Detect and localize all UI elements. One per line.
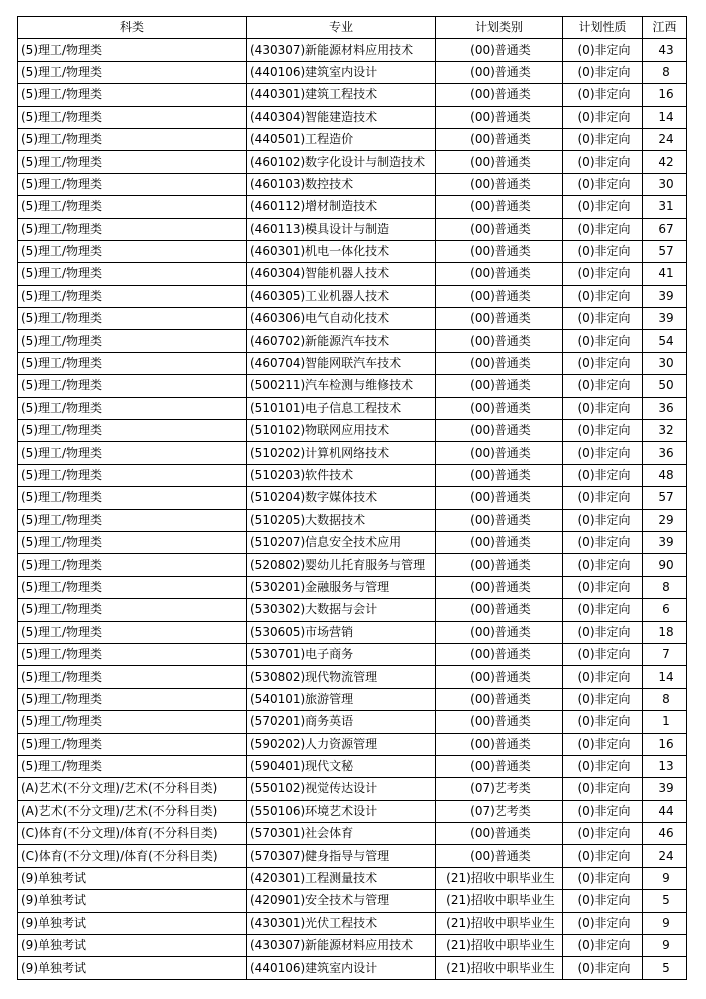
cell-jiangxi: 8 — [643, 576, 687, 598]
cell-jiangxi: 39 — [643, 778, 687, 800]
cell-plan-type: (00)普通类 — [436, 263, 563, 285]
header-major: 专业 — [247, 17, 436, 39]
cell-jiangxi: 9 — [643, 867, 687, 889]
cell-category: (5)理工/物理类 — [18, 173, 247, 195]
cell-category: (5)理工/物理类 — [18, 308, 247, 330]
cell-plan-type: (00)普通类 — [436, 599, 563, 621]
cell-jiangxi: 67 — [643, 218, 687, 240]
cell-jiangxi: 24 — [643, 845, 687, 867]
cell-plan-nature: (0)非定向 — [563, 420, 643, 442]
cell-plan-type: (00)普通类 — [436, 128, 563, 150]
cell-plan-nature: (0)非定向 — [563, 487, 643, 509]
cell-plan-type: (00)普通类 — [436, 531, 563, 553]
cell-plan-nature: (0)非定向 — [563, 823, 643, 845]
table-row — [18, 823, 687, 845]
cell-jiangxi: 5 — [643, 890, 687, 912]
cell-plan-nature: (0)非定向 — [563, 397, 643, 419]
cell-plan-nature: (0)非定向 — [563, 599, 643, 621]
cell-plan-type: (21)招收中职毕业生 — [436, 867, 563, 889]
cell-plan-nature: (0)非定向 — [563, 442, 643, 464]
cell-major: (510101)电子信息工程技术 — [247, 397, 436, 419]
cell-plan-nature: (0)非定向 — [563, 375, 643, 397]
cell-plan-type: (00)普通类 — [436, 352, 563, 374]
cell-plan-type: (21)招收中职毕业生 — [436, 957, 563, 979]
cell-major: (510204)数字媒体技术 — [247, 487, 436, 509]
table-row — [18, 576, 687, 598]
cell-plan-type: (00)普通类 — [436, 733, 563, 755]
cell-major: (460103)数控技术 — [247, 173, 436, 195]
cell-plan-type: (00)普通类 — [436, 576, 563, 598]
cell-plan-nature: (0)非定向 — [563, 778, 643, 800]
cell-major: (530201)金融服务与管理 — [247, 576, 436, 598]
table-row — [18, 688, 687, 710]
cell-plan-nature: (0)非定向 — [563, 935, 643, 957]
cell-jiangxi: 8 — [643, 61, 687, 83]
cell-category: (5)理工/物理类 — [18, 711, 247, 733]
cell-jiangxi: 16 — [643, 84, 687, 106]
cell-plan-type: (00)普通类 — [436, 666, 563, 688]
table-row — [18, 711, 687, 733]
cell-category: (5)理工/物理类 — [18, 397, 247, 419]
table-row — [18, 509, 687, 531]
cell-category: (5)理工/物理类 — [18, 688, 247, 710]
cell-major: (550102)视觉传达设计 — [247, 778, 436, 800]
cell-plan-nature: (0)非定向 — [563, 733, 643, 755]
cell-jiangxi: 48 — [643, 464, 687, 486]
cell-plan-nature: (0)非定向 — [563, 263, 643, 285]
table-row — [18, 442, 687, 464]
cell-jiangxi: 36 — [643, 442, 687, 464]
cell-major: (590401)现代文秘 — [247, 755, 436, 777]
table-row — [18, 800, 687, 822]
table-row — [18, 890, 687, 912]
cell-plan-nature: (0)非定向 — [563, 800, 643, 822]
cell-major: (420301)工程测量技术 — [247, 867, 436, 889]
cell-plan-nature: (0)非定向 — [563, 151, 643, 173]
cell-category: (C)体育(不分文理)/体育(不分科目类) — [18, 845, 247, 867]
cell-major: (520802)婴幼儿托育服务与管理 — [247, 554, 436, 576]
cell-jiangxi: 30 — [643, 173, 687, 195]
cell-jiangxi: 18 — [643, 621, 687, 643]
cell-category: (5)理工/物理类 — [18, 375, 247, 397]
cell-major: (440501)工程造价 — [247, 128, 436, 150]
cell-category: (5)理工/物理类 — [18, 599, 247, 621]
cell-major: (460704)智能网联汽车技术 — [247, 352, 436, 374]
cell-jiangxi: 9 — [643, 912, 687, 934]
table-row — [18, 464, 687, 486]
cell-plan-nature: (0)非定向 — [563, 308, 643, 330]
table-row — [18, 151, 687, 173]
table-row — [18, 375, 687, 397]
table-row — [18, 643, 687, 665]
cell-major: (570301)社会体育 — [247, 823, 436, 845]
cell-plan-nature: (0)非定向 — [563, 531, 643, 553]
cell-major: (540101)旅游管理 — [247, 688, 436, 710]
cell-plan-type: (00)普通类 — [436, 420, 563, 442]
cell-major: (590202)人力资源管理 — [247, 733, 436, 755]
cell-plan-type: (00)普通类 — [436, 39, 563, 61]
cell-jiangxi: 24 — [643, 128, 687, 150]
cell-plan-type: (07)艺考类 — [436, 800, 563, 822]
cell-major: (440106)建筑室内设计 — [247, 61, 436, 83]
cell-plan-type: (00)普通类 — [436, 308, 563, 330]
cell-major: (510102)物联网应用技术 — [247, 420, 436, 442]
cell-category: (5)理工/物理类 — [18, 531, 247, 553]
cell-plan-nature: (0)非定向 — [563, 576, 643, 598]
cell-category: (5)理工/物理类 — [18, 240, 247, 262]
cell-jiangxi: 41 — [643, 263, 687, 285]
cell-category: (5)理工/物理类 — [18, 487, 247, 509]
cell-plan-nature: (0)非定向 — [563, 867, 643, 889]
cell-plan-type: (00)普通类 — [436, 285, 563, 307]
cell-jiangxi: 39 — [643, 308, 687, 330]
cell-plan-type: (00)普通类 — [436, 509, 563, 531]
cell-plan-nature: (0)非定向 — [563, 84, 643, 106]
cell-plan-type: (00)普通类 — [436, 173, 563, 195]
table-row — [18, 285, 687, 307]
cell-jiangxi: 32 — [643, 420, 687, 442]
table-row — [18, 621, 687, 643]
cell-major: (460305)工业机器人技术 — [247, 285, 436, 307]
cell-plan-nature: (0)非定向 — [563, 128, 643, 150]
table-row — [18, 957, 687, 979]
cell-category: (5)理工/物理类 — [18, 554, 247, 576]
cell-category: (5)理工/物理类 — [18, 285, 247, 307]
cell-plan-type: (21)招收中职毕业生 — [436, 912, 563, 934]
cell-category: (A)艺术(不分文理)/艺术(不分科目类) — [18, 800, 247, 822]
cell-category: (9)单独考试 — [18, 957, 247, 979]
cell-jiangxi: 43 — [643, 39, 687, 61]
cell-plan-type: (00)普通类 — [436, 643, 563, 665]
cell-category: (5)理工/物理类 — [18, 196, 247, 218]
cell-major: (460306)电气自动化技术 — [247, 308, 436, 330]
table-row — [18, 84, 687, 106]
cell-category: (5)理工/物理类 — [18, 128, 247, 150]
cell-jiangxi: 46 — [643, 823, 687, 845]
cell-plan-type: (00)普通类 — [436, 151, 563, 173]
cell-jiangxi: 30 — [643, 352, 687, 374]
cell-category: (5)理工/物理类 — [18, 576, 247, 598]
cell-plan-nature: (0)非定向 — [563, 196, 643, 218]
table-row — [18, 106, 687, 128]
cell-category: (5)理工/物理类 — [18, 643, 247, 665]
cell-plan-nature: (0)非定向 — [563, 240, 643, 262]
cell-plan-nature: (0)非定向 — [563, 285, 643, 307]
cell-plan-type: (00)普通类 — [436, 711, 563, 733]
cell-plan-nature: (0)非定向 — [563, 688, 643, 710]
cell-major: (460301)机电一体化技术 — [247, 240, 436, 262]
header-plan-nature: 计划性质 — [563, 17, 643, 39]
cell-plan-type: (00)普通类 — [436, 464, 563, 486]
cell-jiangxi: 14 — [643, 666, 687, 688]
cell-category: (5)理工/物理类 — [18, 464, 247, 486]
cell-major: (510202)计算机网络技术 — [247, 442, 436, 464]
table-header-row — [18, 17, 687, 39]
cell-category: (5)理工/物理类 — [18, 755, 247, 777]
cell-plan-type: (00)普通类 — [436, 845, 563, 867]
table-row — [18, 240, 687, 262]
cell-jiangxi: 54 — [643, 330, 687, 352]
table-row — [18, 755, 687, 777]
cell-category: (5)理工/物理类 — [18, 442, 247, 464]
table-row — [18, 666, 687, 688]
cell-jiangxi: 8 — [643, 688, 687, 710]
cell-category: (C)体育(不分文理)/体育(不分科目类) — [18, 823, 247, 845]
cell-jiangxi: 29 — [643, 509, 687, 531]
cell-major: (550106)环境艺术设计 — [247, 800, 436, 822]
cell-plan-type: (00)普通类 — [436, 397, 563, 419]
cell-plan-nature: (0)非定向 — [563, 845, 643, 867]
table-row — [18, 61, 687, 83]
cell-major: (460102)数字化设计与制造技术 — [247, 151, 436, 173]
cell-major: (430307)新能源材料应用技术 — [247, 39, 436, 61]
table-row — [18, 352, 687, 374]
cell-category: (9)单独考试 — [18, 935, 247, 957]
header-jiangxi: 江西 — [643, 17, 687, 39]
cell-plan-type: (21)招收中职毕业生 — [436, 890, 563, 912]
table-row — [18, 196, 687, 218]
cell-category: (9)单独考试 — [18, 867, 247, 889]
cell-plan-nature: (0)非定向 — [563, 912, 643, 934]
cell-category: (5)理工/物理类 — [18, 509, 247, 531]
cell-jiangxi: 42 — [643, 151, 687, 173]
cell-plan-nature: (0)非定向 — [563, 39, 643, 61]
cell-plan-type: (21)招收中职毕业生 — [436, 935, 563, 957]
cell-jiangxi: 50 — [643, 375, 687, 397]
cell-jiangxi: 13 — [643, 755, 687, 777]
cell-jiangxi: 6 — [643, 599, 687, 621]
cell-plan-type: (00)普通类 — [436, 621, 563, 643]
cell-category: (5)理工/物理类 — [18, 666, 247, 688]
cell-jiangxi: 39 — [643, 531, 687, 553]
cell-plan-type: (00)普通类 — [436, 61, 563, 83]
cell-plan-nature: (0)非定向 — [563, 61, 643, 83]
cell-category: (5)理工/物理类 — [18, 263, 247, 285]
cell-plan-nature: (0)非定向 — [563, 957, 643, 979]
enrollment-plan-table — [17, 16, 687, 980]
cell-major: (430301)光伏工程技术 — [247, 912, 436, 934]
cell-plan-type: (00)普通类 — [436, 240, 563, 262]
table-row — [18, 128, 687, 150]
cell-category: (5)理工/物理类 — [18, 151, 247, 173]
table-row — [18, 218, 687, 240]
cell-category: (5)理工/物理类 — [18, 218, 247, 240]
table-row — [18, 173, 687, 195]
cell-jiangxi: 57 — [643, 487, 687, 509]
cell-jiangxi: 1 — [643, 711, 687, 733]
table-row — [18, 308, 687, 330]
cell-major: (440106)建筑室内设计 — [247, 957, 436, 979]
cell-jiangxi: 5 — [643, 957, 687, 979]
cell-plan-type: (00)普通类 — [436, 755, 563, 777]
cell-major: (530302)大数据与会计 — [247, 599, 436, 621]
cell-major: (460112)增材制造技术 — [247, 196, 436, 218]
cell-category: (5)理工/物理类 — [18, 39, 247, 61]
cell-plan-nature: (0)非定向 — [563, 643, 643, 665]
cell-jiangxi: 31 — [643, 196, 687, 218]
cell-major: (530802)现代物流管理 — [247, 666, 436, 688]
cell-category: (A)艺术(不分文理)/艺术(不分科目类) — [18, 778, 247, 800]
cell-major: (430307)新能源材料应用技术 — [247, 935, 436, 957]
cell-plan-nature: (0)非定向 — [563, 666, 643, 688]
cell-plan-nature: (0)非定向 — [563, 711, 643, 733]
cell-plan-type: (00)普通类 — [436, 487, 563, 509]
cell-plan-nature: (0)非定向 — [563, 352, 643, 374]
table-row — [18, 845, 687, 867]
table-row — [18, 263, 687, 285]
cell-jiangxi: 9 — [643, 935, 687, 957]
table-row — [18, 912, 687, 934]
cell-plan-nature: (0)非定向 — [563, 330, 643, 352]
cell-category: (5)理工/物理类 — [18, 84, 247, 106]
cell-plan-nature: (0)非定向 — [563, 173, 643, 195]
table-row — [18, 778, 687, 800]
cell-plan-nature: (0)非定向 — [563, 554, 643, 576]
cell-jiangxi: 90 — [643, 554, 687, 576]
cell-category: (5)理工/物理类 — [18, 352, 247, 374]
cell-plan-nature: (0)非定向 — [563, 464, 643, 486]
table-row — [18, 397, 687, 419]
cell-plan-nature: (0)非定向 — [563, 621, 643, 643]
cell-plan-type: (00)普通类 — [436, 196, 563, 218]
cell-plan-type: (00)普通类 — [436, 823, 563, 845]
table-row — [18, 733, 687, 755]
cell-plan-nature: (0)非定向 — [563, 755, 643, 777]
header-plan-type: 计划类别 — [436, 17, 563, 39]
cell-major: (530701)电子商务 — [247, 643, 436, 665]
cell-major: (570307)健身指导与管理 — [247, 845, 436, 867]
cell-major: (570201)商务英语 — [247, 711, 436, 733]
table-row — [18, 599, 687, 621]
cell-major: (460304)智能机器人技术 — [247, 263, 436, 285]
cell-plan-type: (00)普通类 — [436, 218, 563, 240]
table-row — [18, 531, 687, 553]
cell-plan-nature: (0)非定向 — [563, 106, 643, 128]
table-row — [18, 330, 687, 352]
cell-jiangxi: 36 — [643, 397, 687, 419]
table-row — [18, 554, 687, 576]
table-row — [18, 420, 687, 442]
cell-major: (510205)大数据技术 — [247, 509, 436, 531]
cell-jiangxi: 39 — [643, 285, 687, 307]
cell-major: (500211)汽车检测与维修技术 — [247, 375, 436, 397]
cell-major: (440301)建筑工程技术 — [247, 84, 436, 106]
cell-major: (530605)市场营销 — [247, 621, 436, 643]
cell-plan-nature: (0)非定向 — [563, 890, 643, 912]
cell-major: (510203)软件技术 — [247, 464, 436, 486]
cell-category: (5)理工/物理类 — [18, 106, 247, 128]
table-row — [18, 867, 687, 889]
cell-major: (460702)新能源汽车技术 — [247, 330, 436, 352]
cell-plan-nature: (0)非定向 — [563, 218, 643, 240]
cell-major: (510207)信息安全技术应用 — [247, 531, 436, 553]
cell-plan-type: (00)普通类 — [436, 84, 563, 106]
cell-category: (5)理工/物理类 — [18, 733, 247, 755]
cell-plan-type: (00)普通类 — [436, 442, 563, 464]
cell-category: (5)理工/物理类 — [18, 330, 247, 352]
header-category: 科类 — [18, 17, 247, 39]
table-row — [18, 487, 687, 509]
table-row — [18, 39, 687, 61]
cell-jiangxi: 14 — [643, 106, 687, 128]
cell-category: (5)理工/物理类 — [18, 61, 247, 83]
cell-jiangxi: 57 — [643, 240, 687, 262]
table-row — [18, 935, 687, 957]
cell-category: (9)单独考试 — [18, 912, 247, 934]
cell-plan-type: (07)艺考类 — [436, 778, 563, 800]
cell-major: (460113)模具设计与制造 — [247, 218, 436, 240]
cell-category: (9)单独考试 — [18, 890, 247, 912]
cell-jiangxi: 44 — [643, 800, 687, 822]
cell-major: (440304)智能建造技术 — [247, 106, 436, 128]
cell-jiangxi: 16 — [643, 733, 687, 755]
cell-plan-nature: (0)非定向 — [563, 509, 643, 531]
cell-plan-type: (00)普通类 — [436, 688, 563, 710]
cell-category: (5)理工/物理类 — [18, 420, 247, 442]
cell-major: (420901)安全技术与管理 — [247, 890, 436, 912]
cell-plan-type: (00)普通类 — [436, 330, 563, 352]
cell-category: (5)理工/物理类 — [18, 621, 247, 643]
cell-plan-type: (00)普通类 — [436, 106, 563, 128]
cell-plan-type: (00)普通类 — [436, 554, 563, 576]
cell-plan-type: (00)普通类 — [436, 375, 563, 397]
cell-jiangxi: 7 — [643, 643, 687, 665]
